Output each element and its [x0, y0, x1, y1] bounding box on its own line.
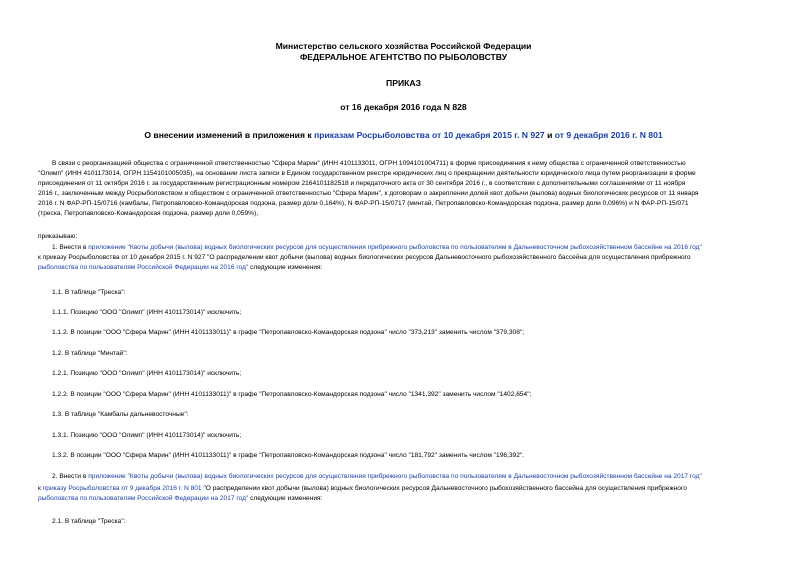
item2-prefix: 2. Внести в [52, 473, 89, 480]
item2-appendix-link[interactable]: приложение "Квоты добычи (вылова) водных биологических ресурсов для осуществления прибрежного рыболовства по пользователям в Дальневосточном рыбохозяйственном бассейне на 2017 год" [88, 473, 702, 480]
intro-line-1: В связи с реорганизацией общества с ограниченной ответственностью "Сфера Марин" (ИНН 4101133011, ОГРН 1094101004711) в форме присоединения к нему общества с ограниченной ответственностью [52, 160, 686, 167]
item1-line3-rest: следующие изменения: [248, 264, 323, 271]
item2-order-link[interactable]: приказу Росрыболовства от 9 декабря 2016 г. N 801 [42, 485, 202, 492]
title-middle: и [544, 130, 555, 140]
ministry-name: Министерство сельского хозяйства Российской Федерации [275, 41, 532, 51]
item2-line-2 [38, 484, 770, 494]
title-link-order-801[interactable]: от 9 декабря 2016 г. N 801 [554, 130, 663, 140]
intro-line-4: 2016 г., заключенным между Росрыболовством и обществом с ограниченной ответственностью "Сфера Марин", к договорам о закреплении долей квот добычи (вылова) водных биологических ресурсов от 11 января [38, 190, 699, 197]
point-1-2: 1.2. В таблице "Минтай": [52, 350, 128, 357]
intro-line-5: 2016 г. N ФАР-РП-15/0716 (камбалы, Петропавловско-Командорская подзона, размер доли 0,164%), N ФАР-РП-15/0717 (минтай, Петропавловско-Командорская подзона, размер доли 0,096%) и N ФАР-РП-15/071 [38, 200, 689, 207]
item1-line-1 [52, 243, 784, 253]
intro-line-6: (треска, Петропавловско-Командорская подзона, размер доли 0,059%), [38, 210, 259, 217]
item2-line-3 [38, 494, 770, 504]
document-date: от 16 декабря 2016 года N 828 [340, 102, 467, 112]
item1-order-link[interactable]: рыболовства по пользователям Российской Федерации на 2016 год" [38, 264, 249, 271]
intro-line-2: "Олимп" (ИНН 4101173014, ОГРН 1154101005035), на основании листа записи в Едином государственном реестре юридических лиц о прекращении деятельности юридического лица путем реорганизации в форме [38, 170, 696, 177]
item2-line-1 [52, 472, 784, 482]
point-2-1: 2.1. В таблице "Треска": [52, 518, 126, 525]
item2-line2-pre: к [38, 485, 43, 492]
document-title [0, 130, 807, 140]
document-type: ПРИКАЗ [386, 78, 421, 88]
item1-line-3 [38, 263, 770, 273]
point-1-3-1: 1.3.1. Позицию "ООО "Олимп" (ИНН 4101173014)" исключить; [52, 432, 242, 439]
item2-order-title-link[interactable]: рыболовства по пользователям Российской Федерации на 2017 год" [38, 495, 249, 502]
point-1-1-2: 1.1.2. В позиции "ООО "Сфера Марин" (ИНН 4101133011)" в графе "Петропавловско-Командорская подзона" число "373,213" заменить числом "379,308"; [52, 329, 525, 336]
item2-line2-rest: "О распределении квот добычи (вылова) водных биологических ресурсов Дальневосточного рыбохозяйственного бассейна для осуществления прибрежного [201, 485, 687, 492]
item1-prefix: 1. Внести в [52, 244, 89, 251]
point-1-2-2: 1.2.2. В позиции "ООО "Сфера Марин" (ИНН 4101133011)" в графе "Петропавловско-Командорская подзона" число "1341,392" заменить числом "1402,654"; [52, 391, 532, 398]
point-1-2-1: 1.2.1. Позицию "ООО "Олимп" (ИНН 4101173014)" исключить; [52, 370, 242, 377]
point-1-3-2: 1.3.2. В позиции "ООО "Сфера Марин" (ИНН 4101133011)" в графе "Петропавловско-Командорская подзона" число "181,792" заменить числом "196,392". [52, 452, 525, 459]
agency-name: ФЕДЕРАЛЬНОЕ АГЕНТСТВО ПО РЫБОЛОВСТВУ [299, 52, 508, 62]
item2-line3-rest: следующие изменения: [248, 495, 323, 502]
title-link-order-927[interactable]: приказам Росрыболовства от 10 декабря 2015 г. N 927 [314, 130, 545, 140]
item1-line-2: к приказу Росрыболовства от 10 декабря 2015 г. N 927 "О распределении квот добычи (вылова) водных биологических ресурсов Дальневосточного рыбохозяйственного бассейна для осуществления прибрежного [38, 254, 691, 261]
point-1-3: 1.3. В таблице "Камбалы дальневосточные": [52, 411, 189, 418]
item1-appendix-link[interactable]: приложение "Квоты добычи (вылова) водных биологических ресурсов для осуществления прибрежного рыболовства по пользователям в Дальневосточном рыбохозяйственном бассейне на 2016 год" [88, 244, 702, 251]
order-word: приказываю: [38, 233, 78, 240]
intro-line-3: присоединения от 11 октября 2016 г. за государственным регистрационным номером 2164101182518 и передаточного акта от 30 сентября 2016 г., в соответствии с дополнительными соглашениями от 11 ноября [38, 180, 686, 187]
point-1-1-1: 1.1.1. Позицию "ООО "Олимп" (ИНН 4101173014)" исключить; [52, 309, 242, 316]
title-prefix: О внесении изменений в приложения к [144, 130, 315, 140]
point-1-1: 1.1. В таблице "Треска": [52, 289, 126, 296]
